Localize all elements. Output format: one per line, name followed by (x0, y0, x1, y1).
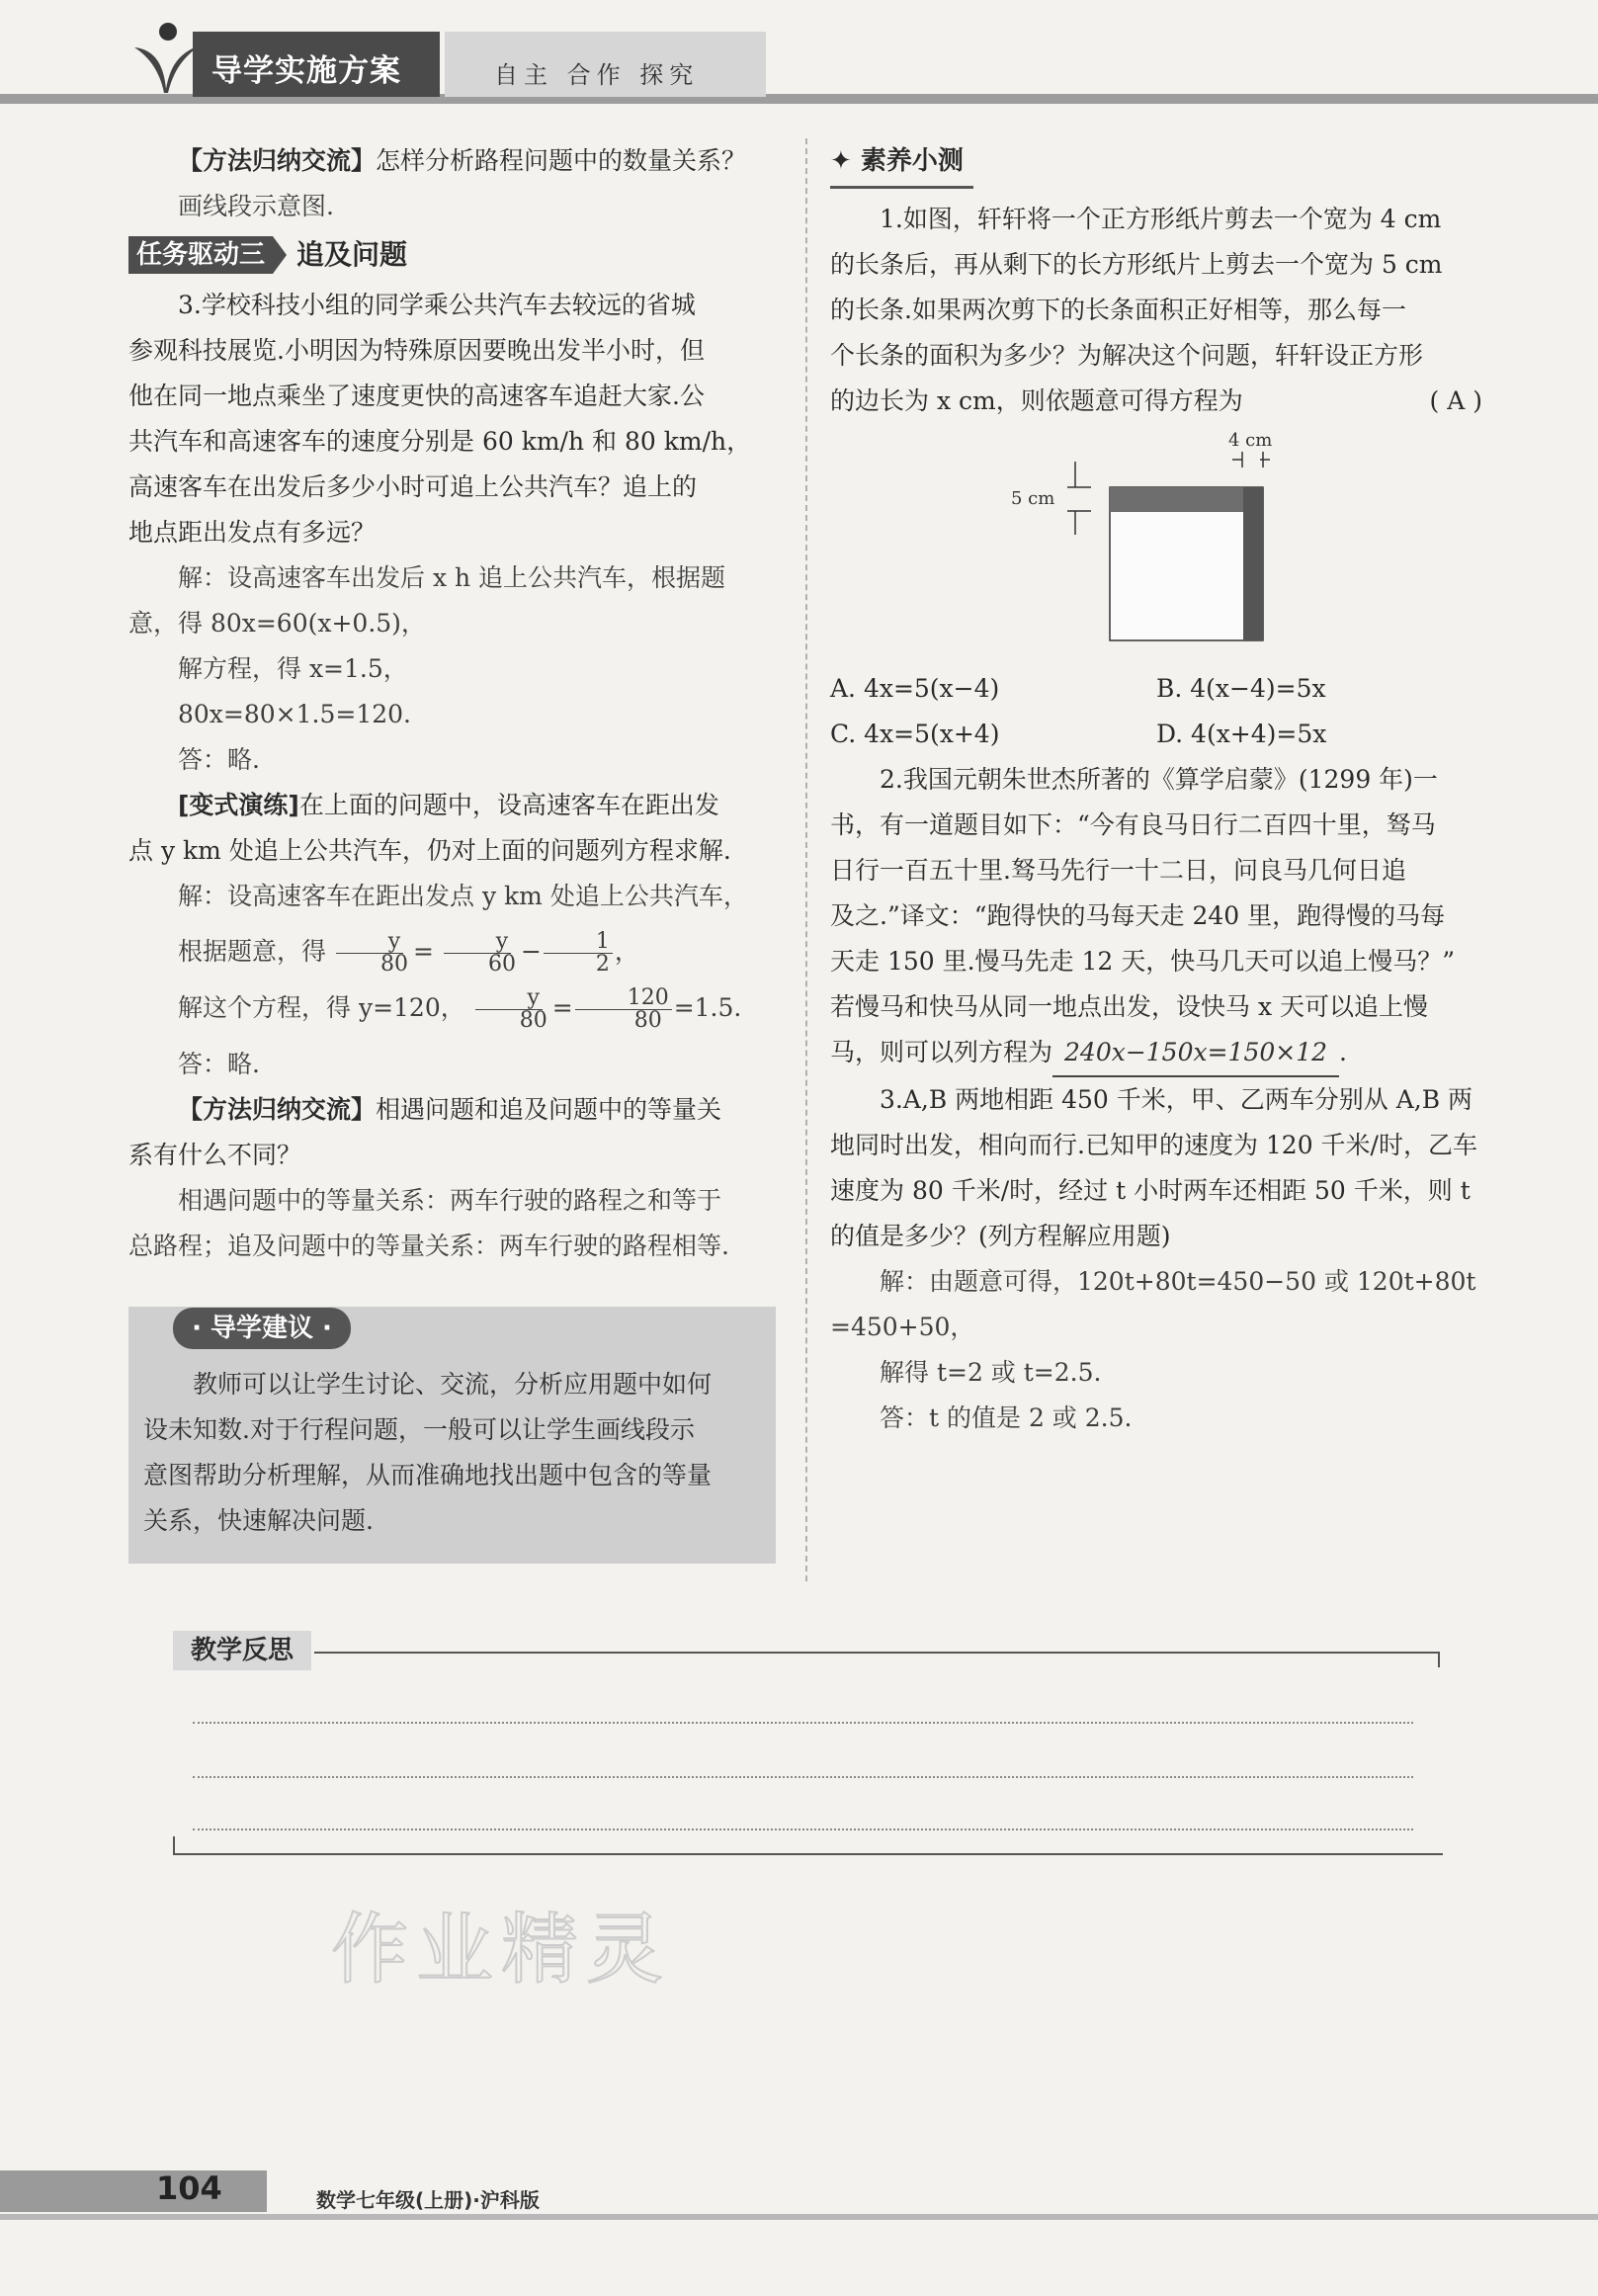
options-row (830, 666, 1482, 712)
method2-answer: 相遇问题中的等量关系：两车行驶的路程之和等于 (178, 1186, 722, 1215)
method2-text: 相遇问题和追及问题中的等量关 (376, 1095, 722, 1124)
header-nav: 自主 合作 探究 (494, 61, 700, 89)
q3-line: 高速客车在出发后多少小时可追上公共汽车？追上的 (128, 472, 698, 501)
square-figure (830, 424, 1482, 651)
reflection-tag: 教学反思 (173, 1631, 311, 1670)
guide-tag: · 导学建议 · (173, 1308, 351, 1349)
quiz1-line: 1.如图，轩轩将一个正方形纸片剪去一个宽为 4 cm (880, 205, 1442, 233)
quiz2-prefix: 马，则可以列方程为 (830, 1038, 1053, 1066)
method2-tag: 【方法归纳交流】 (178, 1095, 377, 1124)
guide-line: 设未知数.对于行程问题，一般可以让学生画线段示 (143, 1415, 695, 1444)
reflection-bottom-line (173, 1853, 1443, 1855)
eq-end: ， (614, 937, 639, 966)
guide-line: 意图帮助分析理解，从而准确地找出题中包含的等量 (143, 1461, 713, 1489)
figure-label-4cm: 4 cm (1228, 430, 1273, 451)
option-d: D. 4(x+4)=5x (1156, 720, 1327, 748)
quiz2-line: 若慢马和快马从同一地点出发，设快马 x 天可以追上慢 (830, 992, 1428, 1021)
quiz1-line: 个长条的面积为多少？为解决这个问题，轩轩设正方形 (830, 341, 1424, 370)
frac-num: y (444, 931, 511, 954)
guide-text (143, 1362, 766, 1544)
quiz3-line: 速度为 80 千米/时，经过 t 小时两车还相距 50 千米，则 t (830, 1176, 1471, 1205)
watermark: 作业精灵 (331, 1906, 672, 1995)
variant-answer: 答：略. (178, 1050, 260, 1078)
solution-line: 意，得 80x=60(x+0.5)， (128, 609, 426, 638)
option-c: C. 4x=5(x+4) (830, 720, 1000, 748)
quiz2-line: 及之.”译文：“跑得快的马每天走 240 里，跑得慢的马每 (830, 901, 1446, 930)
solution-line: 答：略. (178, 745, 260, 774)
footer-band (0, 2214, 1598, 2220)
guide-line: 教师可以让学生讨论、交流，分析应用题中如何 (193, 1370, 713, 1399)
solve-prefix: 解这个方程，得 y=120， (178, 993, 465, 1022)
quiz1-answer: ( A ) (1429, 386, 1482, 415)
reflection-line-end (1438, 1652, 1440, 1667)
fraction (328, 931, 411, 976)
quiz2-line: 天走 150 里.慢马先走 12 天，快马几天可以追上慢马？” (830, 947, 1456, 976)
task-heading (128, 235, 776, 275)
quiz2-last (830, 1030, 1482, 1077)
quiz3-solution: 解：由题意可得，120t+80t=450−50 或 120t+80t (880, 1267, 1476, 1296)
quiz-heading: ✦ 素养小测 (830, 138, 973, 189)
fraction (575, 987, 672, 1032)
eq-sign: = (413, 937, 434, 966)
reflection-writing-line[interactable] (193, 1776, 1413, 1778)
options-row (830, 712, 1482, 757)
eq-prefix: 根据题意，得 (178, 937, 327, 966)
option-b: B. 4(x−4)=5x (1156, 674, 1326, 703)
quiz2-line: 日行一百五十里.驽马先行一十二日，问良马几何日追 (830, 856, 1406, 885)
figure-label-5cm: 5 cm (1011, 488, 1055, 509)
method2-line: 系有什么不同？ (128, 1141, 302, 1169)
quiz2-suffix: . (1339, 1038, 1347, 1066)
quiz1-line: 的边长为 x cm，则依题意可得方程为 (830, 386, 1243, 415)
quiz1-last (830, 379, 1482, 424)
frac-den: 80 (380, 952, 409, 977)
eq-sign: = (551, 993, 573, 1022)
frac-den: 2 (595, 952, 610, 977)
fraction (467, 987, 550, 1032)
quiz3-line: 3.A,B 两地相距 450 千米，甲、乙两车分别从 A,B 两 (880, 1085, 1473, 1114)
reflection-writing-line[interactable] (193, 1828, 1413, 1830)
task-label: 任务驱动三 (128, 236, 273, 274)
eq-minus: − (520, 937, 542, 966)
task-title: 追及问题 (296, 238, 408, 271)
quiz3-solution: 解得 t=2 或 t=2.5. (880, 1358, 1102, 1387)
method1-answer: 画线段示意图. (178, 192, 334, 220)
frac-num: 120 (575, 987, 672, 1010)
strip-4cm (1243, 487, 1263, 640)
quiz3-line: 的值是多少？(列方程解应用题) (830, 1222, 1171, 1250)
column-divider (805, 138, 807, 1581)
variant-solve (128, 985, 776, 1032)
variant-text: 在上面的问题中，设高速客车在距出发 (298, 791, 719, 819)
quiz2-answer: 240x−150x=150×12 (1052, 1030, 1339, 1077)
q3-line: 共汽车和高速客车的速度分别是 60 km/h 和 80 km/h， (128, 427, 752, 456)
variant-line: 点 y km 处追上公共汽车，仍对上面的问题列方程求解. (128, 836, 731, 865)
q3-line: 他在同一地点乘坐了速度更快的高速客车追赶大家.公 (128, 382, 705, 410)
q3-line: 参观科技展览.小明因为特殊原因要晚出发半小时，但 (128, 336, 705, 365)
reflection-bottom-end (173, 1836, 175, 1853)
method1-tag: 【方法归纳交流】 (178, 146, 377, 175)
variant-solution-line: 解：设高速客车在距出发点 y km 处追上公共汽车， (178, 882, 748, 910)
solution-line: 解：设高速客车出发后 x h 追上公共汽车，根据题 (178, 563, 726, 592)
page-number: 104 (156, 2169, 222, 2207)
variant-equation (128, 929, 776, 976)
method2-answer: 总路程；追及问题中的等量关系：两车行驶的路程相等. (128, 1232, 729, 1260)
quiz2-line: 书，有一道题目如下：“今有良马日行二百四十里，驽马 (830, 810, 1436, 839)
q3-line: 3.学校科技小组的同学乘公共汽车去较远的省城 (178, 291, 696, 319)
solve-end: =1.5. (673, 993, 742, 1022)
frac-den: 60 (487, 952, 516, 977)
reflection-top-line (314, 1652, 1439, 1654)
reflection-writing-line[interactable] (193, 1722, 1413, 1724)
q3-line: 地点距出发点有多远？ (128, 518, 377, 547)
solution-line: 解方程，得 x=1.5， (178, 654, 408, 683)
frac-den: 80 (519, 1008, 547, 1033)
variant-tag: [变式演练] (178, 791, 299, 819)
quiz2-line: 2.我国元朝朱世杰所著的《算学启蒙》(1299 年)一 (880, 765, 1438, 794)
frac-num: y (336, 931, 403, 954)
frac-num: 1 (544, 931, 613, 954)
quiz3-solution: =450+50， (830, 1313, 975, 1341)
quiz3-solution: 答：t 的值是 2 或 2.5. (880, 1403, 1133, 1432)
quiz1-line: 的长条后，再从剩下的长方形纸片上剪去一个宽为 5 cm (830, 250, 1443, 279)
left-column (128, 138, 776, 1269)
quiz1-line: 的长条.如果两次剪下的长条面积正好相等，那么每一 (830, 296, 1406, 324)
variant-line (128, 783, 776, 828)
method1-text: 怎样分析路程问题中的数量关系？ (376, 146, 747, 175)
option-a: A. 4x=5(x−4) (830, 674, 1000, 703)
fraction (544, 931, 613, 976)
guide-line: 关系，快速解决问题. (143, 1506, 374, 1535)
frac-num: y (475, 987, 543, 1010)
fraction (436, 931, 519, 976)
method1-question (128, 138, 776, 184)
strip-5cm (1110, 487, 1243, 512)
footer-book-title: 数学七年级(上册)·沪科版 (316, 2188, 540, 2212)
right-column (830, 138, 1482, 1441)
header-title: 导学实施方案 (211, 53, 401, 89)
method2-question (128, 1087, 776, 1133)
footer-page-block (0, 2170, 267, 2212)
task-arrow-icon (273, 236, 287, 274)
frac-den: 80 (633, 1008, 662, 1033)
solution-line: 80x=80×1.5=120. (178, 700, 411, 728)
quiz3-line: 地同时出发，相向而行.已知甲的速度为 120 千米/时，乙车 (830, 1131, 1477, 1159)
